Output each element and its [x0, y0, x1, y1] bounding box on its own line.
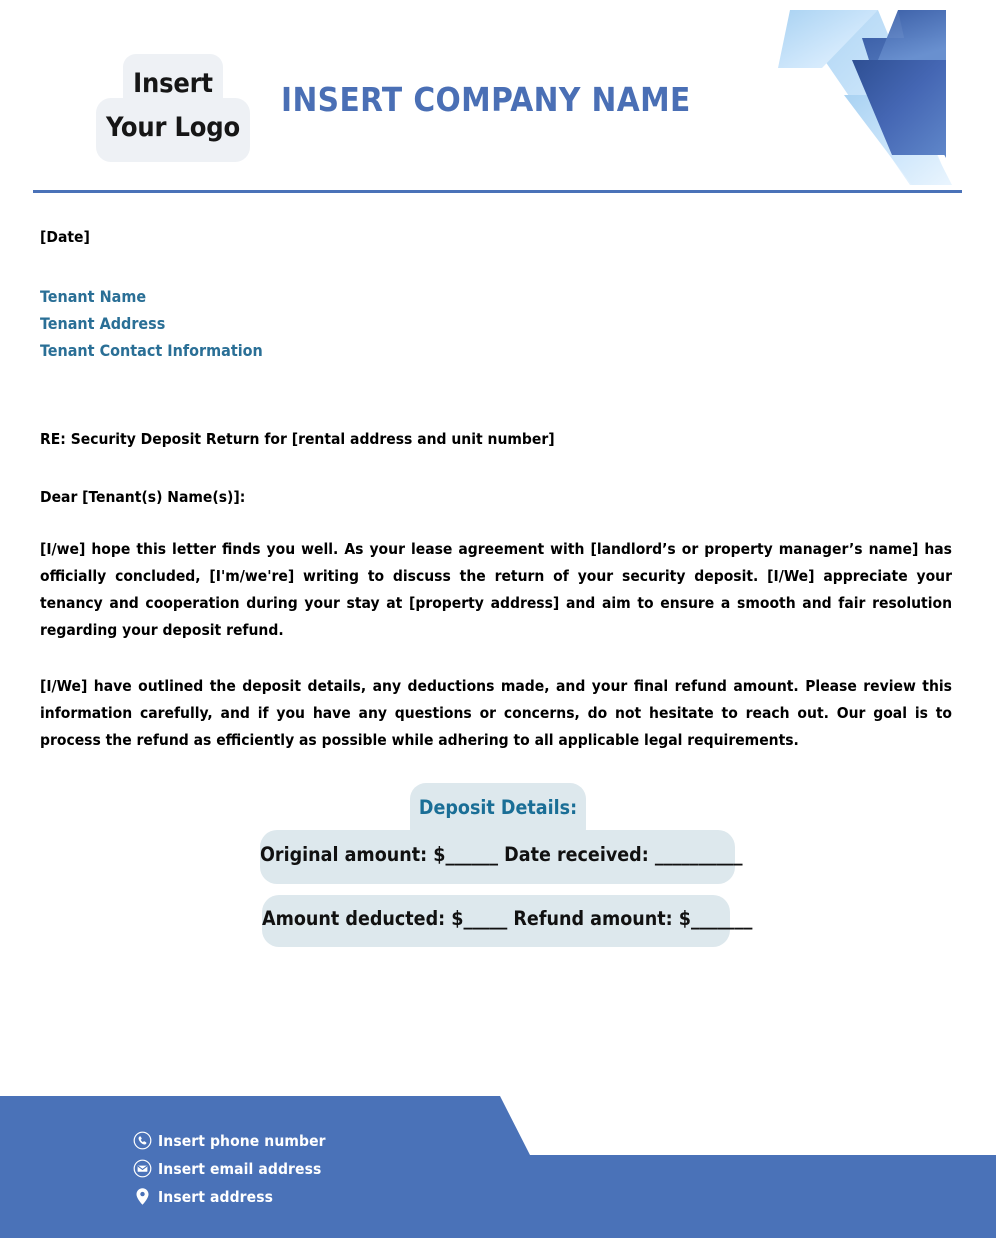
recipient-address: Tenant Address [40, 313, 166, 333]
contact-label-address: Insert address [158, 1187, 273, 1206]
location-pin-icon [133, 1187, 152, 1206]
body-paragraph-1: [I/we] hope this letter finds you well. As your lease agreement with [landlord’s or property manager’s name] has officially concluded, [I'm/we're] writing to discuss the return of your security deposit. [I/We] appreciate your tenancy and cooperation during your stay at [property address] and aim to ensure a smooth and fair resolution regarding your deposit refund. [40, 539, 952, 639]
document-footer [0, 1090, 996, 1238]
deposit-details-heading: Deposit Details: [418, 796, 578, 819]
contact-label-phone: Insert phone number [158, 1131, 326, 1150]
document-header [0, 0, 996, 196]
contact-label-email: Insert email address [158, 1159, 322, 1178]
phone-icon [133, 1131, 152, 1150]
logo-line-2: Your Logo [106, 112, 240, 143]
logo-placeholder[interactable] [96, 54, 250, 162]
logo-line-1: Insert [133, 68, 213, 99]
body-paragraph-2: [I/We] have outlined the deposit details, any deductions made, and your final refund amount. Please review this information carefully, and if you have any questions or concerns, do not hesitate to reach out. Our goal is to process the refund as efficiently as possible while adhering to all applicable legal requirements. [40, 676, 952, 749]
email-icon [133, 1159, 152, 1178]
salutation: Dear [Tenant(s) Name(s)]: [40, 488, 246, 507]
header-divider [33, 190, 962, 193]
letter-body [40, 228, 952, 754]
company-name: INSERT COMPANY NAME [281, 80, 691, 119]
recipient-name: Tenant Name [40, 286, 147, 306]
chevron-arrow-graphic [760, 0, 996, 196]
deposit-row-2-fields[interactable]: Amount deducted: $_____ Refund amount: $_______ [262, 907, 753, 930]
contact-row-email[interactable] [133, 1155, 553, 1182]
subject-line: RE: Security Deposit Return for [rental address and unit number] [40, 429, 555, 448]
deposit-details-section [0, 783, 996, 968]
footer-contacts [133, 1127, 553, 1211]
recipient-contact: Tenant Contact Information [40, 340, 263, 360]
contact-row-phone[interactable] [133, 1127, 553, 1154]
deposit-row-1-fields[interactable]: Original amount: $______ Date received: __________ [260, 843, 743, 866]
contact-row-address[interactable] [133, 1183, 553, 1210]
date-line: [Date] [40, 228, 90, 246]
